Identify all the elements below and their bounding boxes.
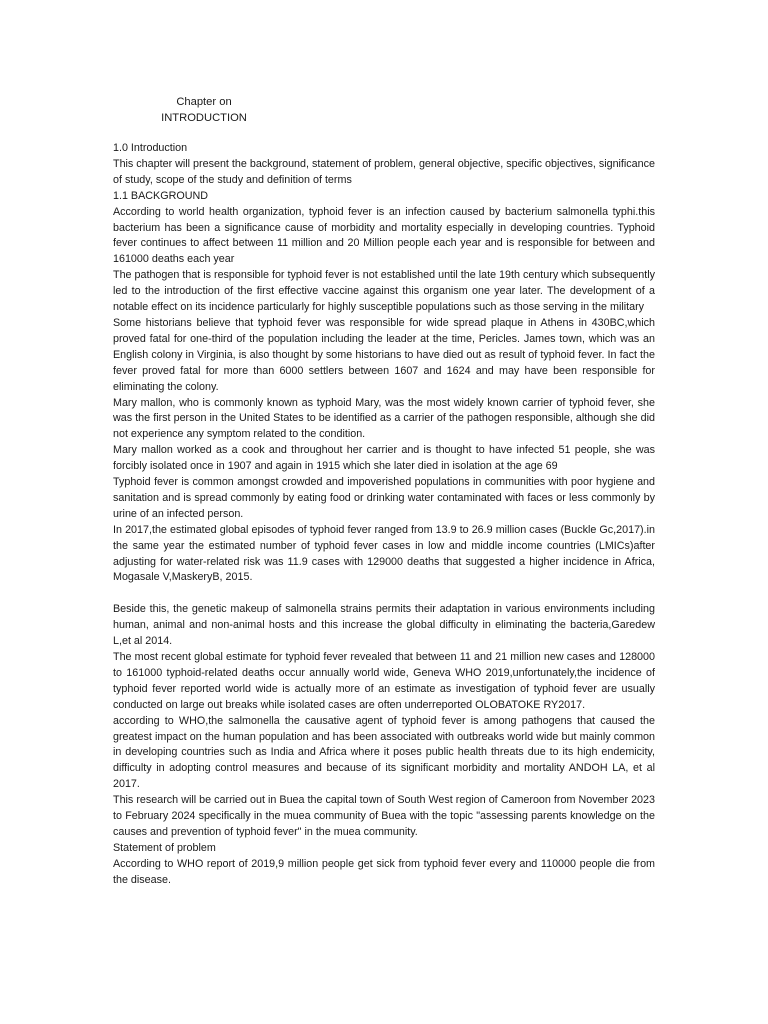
paragraph: Mary mallon worked as a cook and throughout her carrier and is thought to have infected 51 people, she was forcibly isolated once in 1907 and again in 1915 which she later died in isolation at the age 69 <box>113 444 655 473</box>
paragraph: Typhoid fever is common amongst crowded and impoverished populations in communities with poor hygiene and sanitation and is spread commonly by eating food or drinking water contaminated with faces or less commonly by urine of an infected person. <box>113 476 655 520</box>
section-heading-background: 1.1 BACKGROUND <box>113 189 208 202</box>
paragraph-spacer <box>113 586 655 602</box>
document-body <box>113 141 655 889</box>
paragraph: This research will be carried out in Buea the capital town of South West region of Cameroon from November 2023 to February 2024 specifically in the muea community of Buea with the topic "assessing parents knowledge on the causes and prevention of typhoid fever" in the muea community. <box>113 794 655 838</box>
section-heading-statement-of-problem: Statement of problem <box>113 841 216 854</box>
paragraph: Beside this, the genetic makeup of salmonella strains permits their adaptation in various environments including human, animal and non-animal hosts and this increase the global difficulty in eliminating the bacteria,Garedew L,et al 2014. <box>113 603 655 648</box>
chapter-header <box>140 94 268 126</box>
paragraph: according to WHO,the salmonella the causative agent of typhoid fever is among pathogens that caused the greatest impact on the human population and has been associated with outbreaks world wide but mainly common in developing countries such as India and Africa where it poses public health threats due to its high endemicity, difficulty in adopting control measures and because of its significant morbidity and mortality ANDOH LA, et al 2017. <box>113 714 655 791</box>
paragraph: The most recent global estimate for typhoid fever revealed that between 11 and 21 million new cases and 128000 to 161000 typhoid-related deaths occur annually world wide, Geneva WHO 2019,unfortunately,the incidence of typhoid fever reported world wide is actually more of an estimate as investigation of typhoid fever are usually conducted on large out breaks while isolated cases are often underreported OLOBATOKE RY2017. <box>113 650 655 711</box>
paragraph-statement-of-problem: According to WHO report of 2019,9 million people get sick from typhoid fever every and 110000 people die from the disease. <box>113 857 655 886</box>
chapter-title: INTRODUCTION <box>161 112 247 124</box>
paragraph: Some historians believe that typhoid fever was responsible for wide spread plaque in Athens in 430BC,which proved fatal for one-third of the population including the leader at the time, Pericles. James town, which was an English colony in Virginia, is also thought by some historians to have died out as result of typhoid fever. In fact the fever proved fatal for more than 6000 settlers between 1607 and 1624 and may have been responsible for eliminating the colony. <box>113 316 655 393</box>
paragraph: The pathogen that is responsible for typhoid fever is not established until the late 19th century which subsequently led to the introduction of the first effective vaccine against this organism one year later. The development of a notable effect on its incidence particularly for highly susceptible populations such as those serving in the military <box>113 269 656 314</box>
paragraph: Mary mallon, who is commonly known as typhoid Mary, was the most widely known carrier of typhoid fever, she was the first person in the United States to be identified as a carrier of the pathogen responsible, although she did not experience any symptom related to the condition. <box>113 396 655 441</box>
paragraph-introduction: This chapter will present the background, statement of problem, general objective, specific objectives, significance of study, scope of the study and definition of terms <box>113 157 655 186</box>
section-heading-introduction: 1.0 Introduction <box>113 142 188 154</box>
paragraph: In 2017,the estimated global episodes of typhoid fever ranged from 13.9 to 26.9 million cases (Buckle Gc,2017).in the same year the estimated number of typhoid fever cases in low and middle income countries (LMICs)after adjusting for water-related risk was 11.9 cases with 129000 deaths that suggested a higher incidence in Africa, Mogasale V,MaskeryB, 2015. <box>113 523 655 584</box>
chapter-line: Chapter on <box>176 96 232 108</box>
paragraph: According to world health organization, typhoid fever is an infection caused by bacterium salmonella typhi.this bacterium has been a significance cause of morbidity and mortality especially in developing countries. Typhoid fever continues to affect between 11 million and 20 Million people each year and is responsible for between and 161000 deaths each year <box>113 205 655 266</box>
